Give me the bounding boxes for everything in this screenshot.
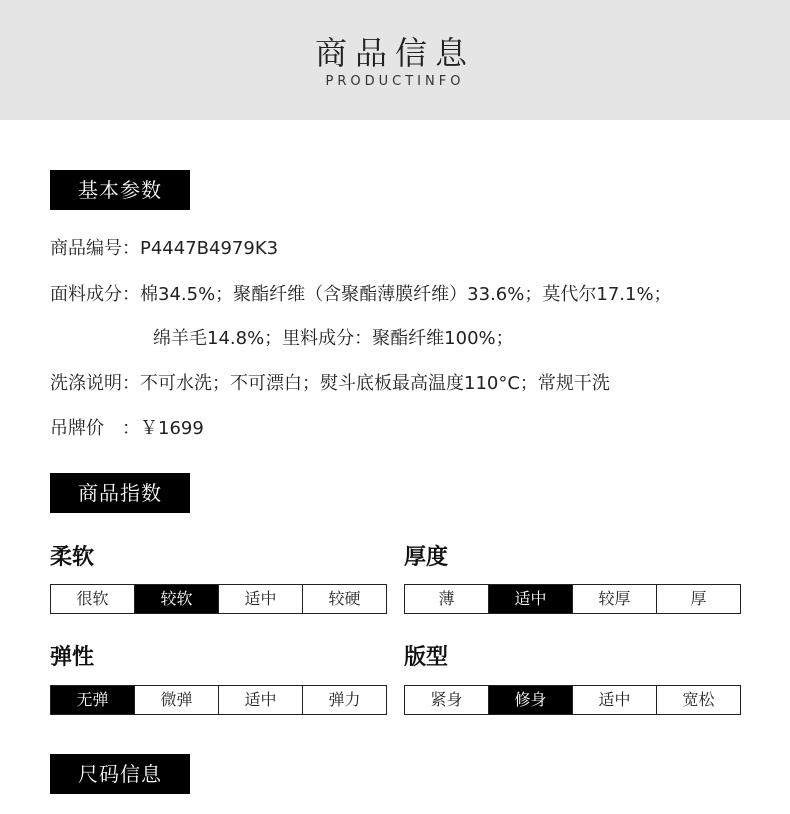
softness-option: 较软 (134, 585, 218, 613)
elasticity-scale (50, 685, 387, 715)
fit-option: 紧身 (405, 686, 488, 714)
section-basic-params: 基本参数 (50, 170, 190, 210)
wash-row (50, 372, 610, 396)
fit-option: 适中 (572, 686, 656, 714)
fabric-line-1: 棉34.5%；聚酯纤维（含聚酯薄膜纤维）33.6%；莫代尔17.1%； (140, 284, 672, 305)
wash-value: 不可水洗；不可漂白；熨斗底板最高温度110°C；常规干洗 (140, 373, 610, 394)
fabric-line-2: 绵羊毛14.8%；里料成分：聚酯纤维100%； (153, 328, 514, 349)
wash-label: 洗涤说明： (50, 373, 140, 394)
fit-title: 版型 (404, 645, 449, 670)
softness-option: 较硬 (302, 585, 386, 613)
thickness-title: 厚度 (404, 545, 449, 570)
price-row (50, 417, 204, 441)
page-header (0, 0, 790, 120)
fit-scale (404, 685, 741, 715)
product-code-label: 商品编号： (50, 238, 140, 259)
elasticity-option: 微弹 (134, 686, 218, 714)
page-title: 商品信息 (314, 34, 475, 72)
section-size-info: 尺码信息 (50, 754, 190, 794)
thickness-option: 较厚 (572, 585, 656, 613)
section-product-index: 商品指数 (50, 473, 190, 513)
thickness-option: 薄 (405, 585, 488, 613)
fabric-row (50, 283, 672, 307)
elasticity-option: 弹力 (302, 686, 386, 714)
price-label: 吊牌价 ： (50, 418, 140, 439)
thickness-scale (404, 584, 741, 614)
elasticity-option: 无弹 (51, 686, 134, 714)
thickness-option: 厚 (656, 585, 740, 613)
fit-option: 修身 (488, 686, 572, 714)
fabric-row-2 (153, 327, 514, 351)
product-code-value: P4447B4979K3 (140, 238, 279, 259)
fit-option: 宽松 (656, 686, 740, 714)
elasticity-title: 弹性 (50, 645, 95, 670)
fabric-label: 面料成分： (50, 284, 140, 305)
softness-title: 柔软 (50, 545, 95, 570)
price-value: ￥1699 (140, 418, 204, 439)
softness-option: 很软 (51, 585, 134, 613)
softness-scale (50, 584, 387, 614)
elasticity-option: 适中 (218, 686, 302, 714)
softness-option: 适中 (218, 585, 302, 613)
product-code-row (50, 237, 278, 261)
thickness-option: 适中 (488, 585, 572, 613)
page-subtitle: PRODUCTINFO (325, 74, 465, 89)
